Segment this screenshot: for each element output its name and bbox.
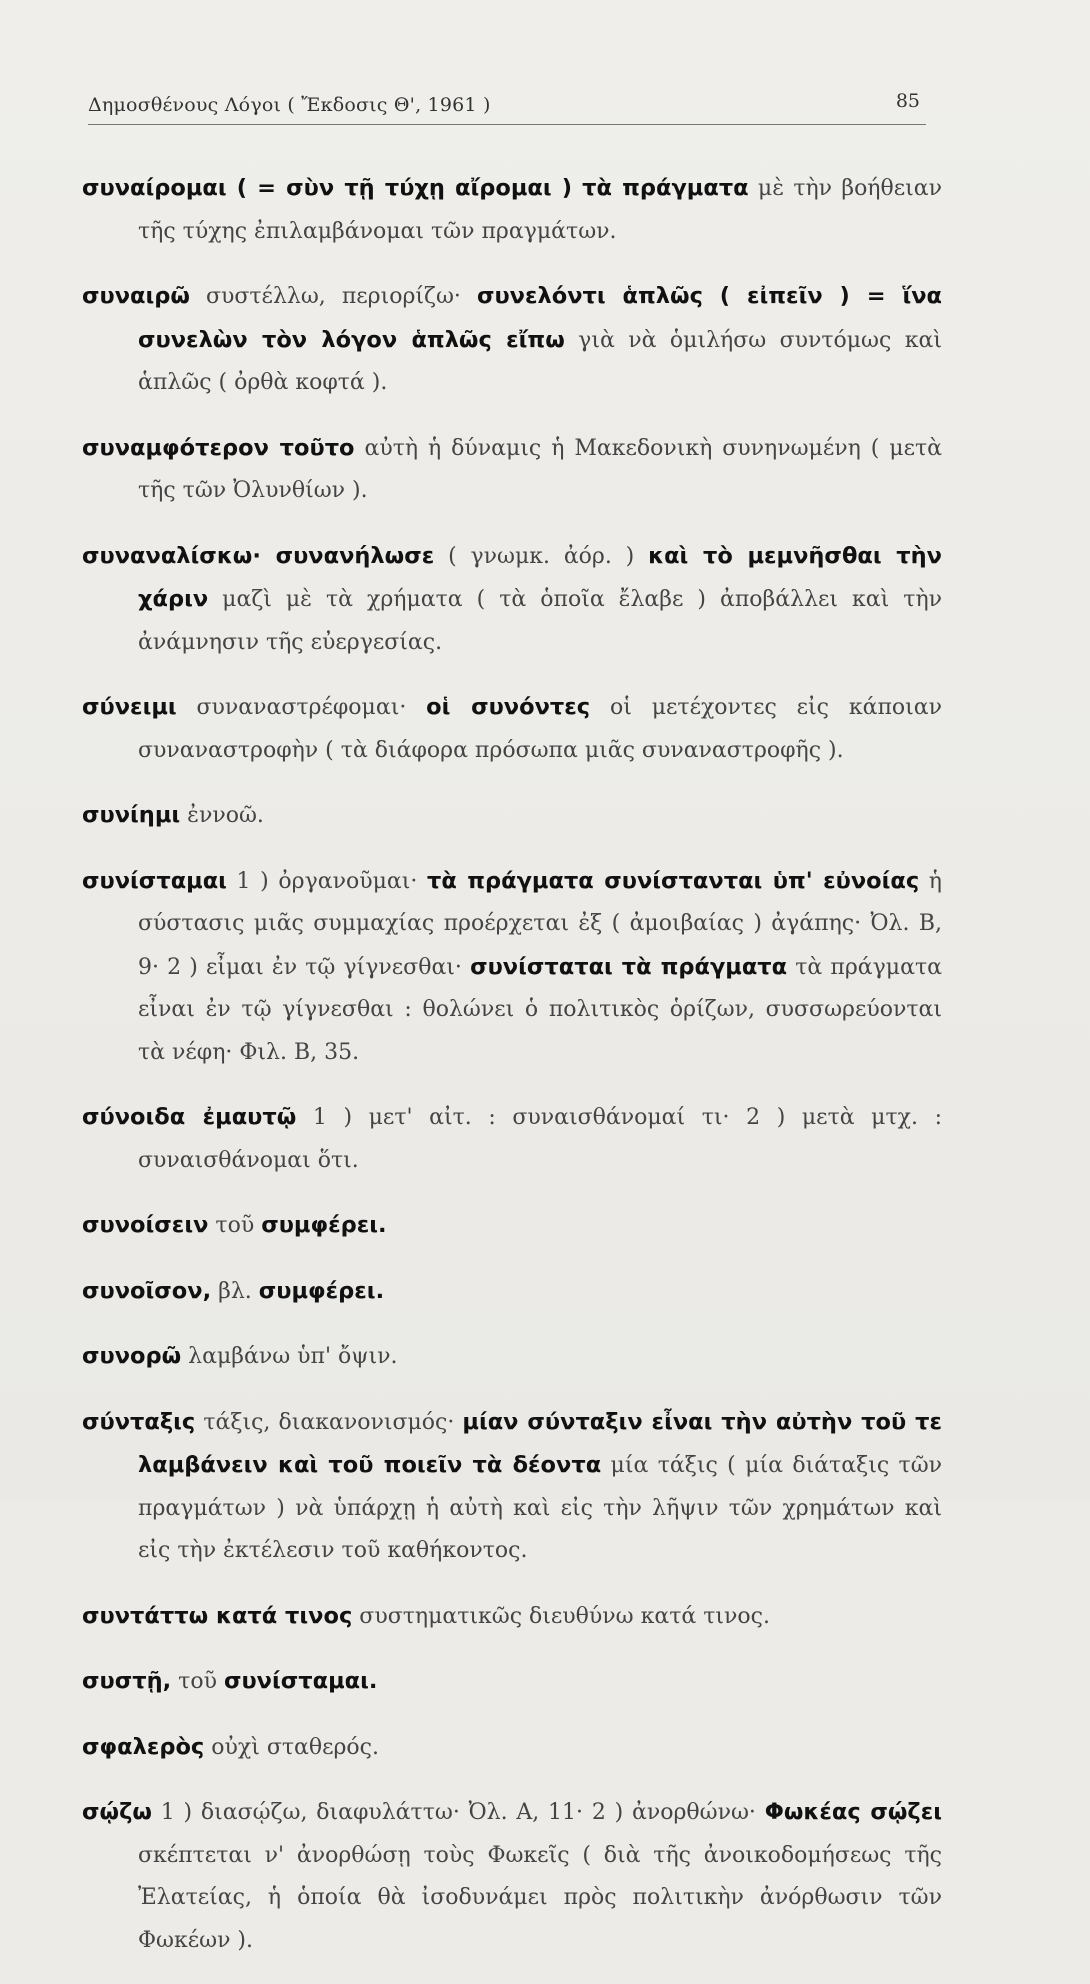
- entry-syntaxis: [82, 1401, 942, 1573]
- definition: τοῦ: [208, 1213, 262, 1238]
- definition: μὲ τὴν βοήθειαν τῆς τύχης ἐπιλαμβάνομαι τῶν πραγμάτων.: [138, 176, 942, 244]
- definition: συστέλλω, περιορίζω·: [189, 284, 477, 309]
- phrase: μίαν σύνταξιν εἶναι τὴν αὐτὴν τοῦ τε λαμβάνειν καὶ τοῦ ποιεῖν τὰ δέοντα: [138, 1408, 942, 1478]
- phrase: συμφέρει.: [261, 1212, 387, 1238]
- headword: σῴζω: [82, 1799, 152, 1825]
- definition: ἐννοῶ.: [180, 803, 264, 828]
- entry-syniemi: [82, 794, 942, 838]
- page-number: 85: [895, 90, 920, 112]
- definition: οὐχὶ σταθερός.: [204, 1734, 379, 1760]
- headword: συναμφότερον τοῦτο: [82, 434, 355, 461]
- definition: μαζὶ μὲ τὰ χρήματα ( τὰ ὁποῖα ἔλαβε ) ἀποβάλλει καὶ τὴν ἀνάμνησιν τῆς εὐεργεσίας.: [138, 587, 942, 655]
- entry-synairo: [82, 275, 942, 405]
- definition: ἡ σύστασις μιᾶς συμμαχίας προέρχεται ἐξ ( ἀμοιβαίας ) ἀγάπης· Ὀλ. Β, 9· 2 ) εἶμαι ἐν τῷ γίγνεσθαι·: [138, 868, 942, 980]
- definition: συστηματικῶς διευθύνω κατά τινος.: [352, 1603, 770, 1629]
- entry-synoisein: [82, 1204, 942, 1248]
- entry-synoida: [82, 1096, 942, 1182]
- headword: συναίρομαι ( = σὺν τῇ τύχῃ αἴρομαι ) τὰ πράγματα: [82, 175, 749, 201]
- definition: μία τάξις ( μία διάταξις τῶν πραγμάτων ) νὰ ὑπάρχῃ ἡ αὐτὴ καὶ εἰς τὴν λῆψιν τῶν χρημάτων καὶ εἰς τὴν ἐκτέλεσιν τοῦ καθήκοντος.: [138, 1453, 943, 1563]
- headword: συντάττω κατά τινος: [82, 1602, 353, 1629]
- definition: 1 ) διασῴζω, διαφυλάττω· Ὀλ. Α, 11· 2 ) ἀνορθώνω·: [151, 1800, 765, 1825]
- entry-sozo: [82, 1791, 942, 1962]
- phrase: τὰ πράγματα συνίστανται ὑπ' εὐνοίας: [426, 867, 920, 894]
- header-title: Δημοσθένους Λόγοι ( Ἔκδοσις Θ', 1961 ): [88, 94, 491, 116]
- headword: σύνειμι: [82, 694, 177, 720]
- phrase: οἱ συνόντες: [426, 694, 591, 720]
- headword: συνίημι: [82, 802, 181, 828]
- entry-synoison: [82, 1270, 942, 1314]
- definition: βλ.: [211, 1278, 259, 1304]
- entry-sphaleros: [82, 1726, 942, 1770]
- definition: 1 ) μετ' αἰτ. : συναισθάνομαί τι· 2 ) μετὰ μτχ. : συναισθάνομαι ὅτι.: [138, 1105, 942, 1173]
- entry-systi: [82, 1660, 942, 1704]
- entry-synistamai: [82, 860, 942, 1075]
- running-header: [88, 92, 926, 125]
- entry-syneimi: [82, 686, 942, 772]
- phrase: συνίσταται τὰ πράγματα: [470, 953, 788, 980]
- headword: συνορῶ: [82, 1343, 182, 1369]
- headword: σύνοιδα ἐμαυτῷ: [82, 1104, 297, 1130]
- entry-synairomai: [82, 167, 942, 253]
- definition: γιὰ νὰ ὁμιλήσω συντόμως καὶ ἁπλῶς ( ὀρθὰ κοφτά ).: [138, 327, 942, 395]
- definition: ( γνωμκ. ἀόρ. ): [434, 543, 649, 569]
- definition: τάξις, διακανονισμός·: [195, 1409, 463, 1435]
- headword: συστῇ,: [82, 1668, 172, 1694]
- headword: συνοῖσον,: [82, 1277, 212, 1304]
- definition: λαμβάνω ὑπ' ὄψιν.: [181, 1344, 398, 1369]
- phrase: Φωκέας σῴζει: [764, 1799, 942, 1825]
- entry-syntatto: [82, 1595, 942, 1639]
- entry-synamphoteron: [82, 427, 942, 513]
- glossary-entries: [82, 145, 942, 1984]
- phrase: καὶ τὸ μεμνῆσθαι τὴν χάριν: [138, 542, 943, 612]
- definition: συναναστρέφομαι·: [176, 695, 427, 720]
- headword: σύνταξις: [82, 1408, 196, 1435]
- headword: συνοίσειν: [82, 1212, 209, 1238]
- definition: 1 ) ὀργανοῦμαι·: [226, 868, 427, 894]
- definition: σκέπτεται ν' ἀνορθώσῃ τοὺς Φωκεῖς ( διὰ τῆς ἀνοικοδομήσεως τῆς Ἐλατείας, ἡ ὁποία θὰ ἰσοδυνάμει πρὸς πολιτικὴν ἀνόρθωσιν τῶν Φωκέων ).: [138, 1842, 942, 1953]
- phrase: συνελόντι ἁπλῶς ( εἰπεῖν ) = ἵνα συνελὼν τὸν λόγον ἁπλῶς εἴπω: [138, 283, 942, 353]
- headword: συνίσταμαι: [82, 867, 227, 894]
- phrase: συμφέρει.: [258, 1277, 385, 1304]
- phrase: συνίσταμαι.: [223, 1668, 378, 1694]
- entry-synoro: [82, 1335, 942, 1379]
- entry-synanaliskio: [82, 535, 942, 665]
- headword: σφαλερὸς: [82, 1733, 205, 1760]
- definition: τὰ πράγματα εἶναι ἐν τῷ γίγνεσθαι : θολώνει ὁ πολιτικὸς ὁρίζων, συσσωρεύονται τὰ νέφη· Φιλ. Β, 35.: [138, 954, 942, 1065]
- headword: συναιρῶ: [82, 283, 190, 309]
- definition: αὐτὴ ἡ δύναμις ἡ Μακεδονικὴ συνηνωμένη ( μετὰ τῆς τῶν Ὀλυνθίων ).: [138, 435, 942, 503]
- headword: συναναλίσκω· συνανήλωσε: [82, 542, 435, 569]
- definition: τοῦ: [171, 1669, 224, 1694]
- definition: οἱ μετέχοντες εἰς κάποιαν συναναστροφὴν ( τὰ διάφορα πρόσωπα μιᾶς συναναστροφῆς ).: [138, 695, 943, 763]
